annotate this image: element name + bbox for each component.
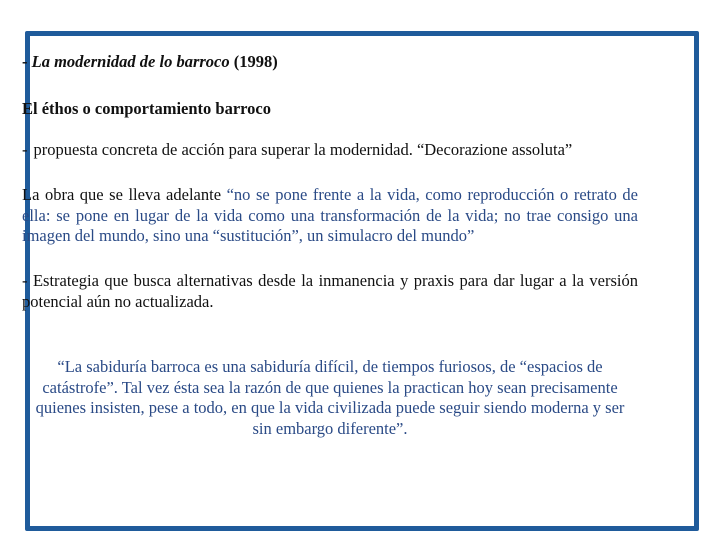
slide-title: [22, 52, 278, 73]
strategy-paragraph: - Estrategia que busca alternativas desde la inmanencia y praxis para dar lugar a la versión potencial aún no actualizada.: [22, 271, 638, 311]
slide-subtitle: El éthos o comportamiento barroco: [22, 99, 271, 118]
proposal-line: [22, 140, 572, 161]
proposal-bullet: -: [22, 140, 28, 159]
work-paragraph-quote: “no se pone frente a la vida, como reproducción o retrato de ella: se pone en lugar de la vida como una transformación de la vida; no trae consigo una imagen del mundo, sino una “sustitución”, un simulacro del mundo”: [22, 185, 638, 245]
title-prefix: -: [22, 52, 32, 71]
proposal-text: propuesta concreta de acción para superar la modernidad. “Decorazione assoluta”: [33, 140, 573, 159]
title-year: (1998): [229, 52, 278, 71]
title-book-name: La modernidad de lo barroco: [31, 52, 230, 71]
work-paragraph: [22, 185, 638, 247]
work-paragraph-lead: La obra que se lleva adelante: [22, 185, 227, 204]
closing-quote: “La sabiduría barroca es una sabiduría difícil, de tiempos furiosos, de “espacios de catástrofe”. Tal vez ésta sea la razón de que quienes la practican hoy sean precisamente quienes insisten, pese a todo, en que la vida civilizada puede seguir siendo moderna y ser sin embargo diferente”.: [35, 357, 625, 438]
